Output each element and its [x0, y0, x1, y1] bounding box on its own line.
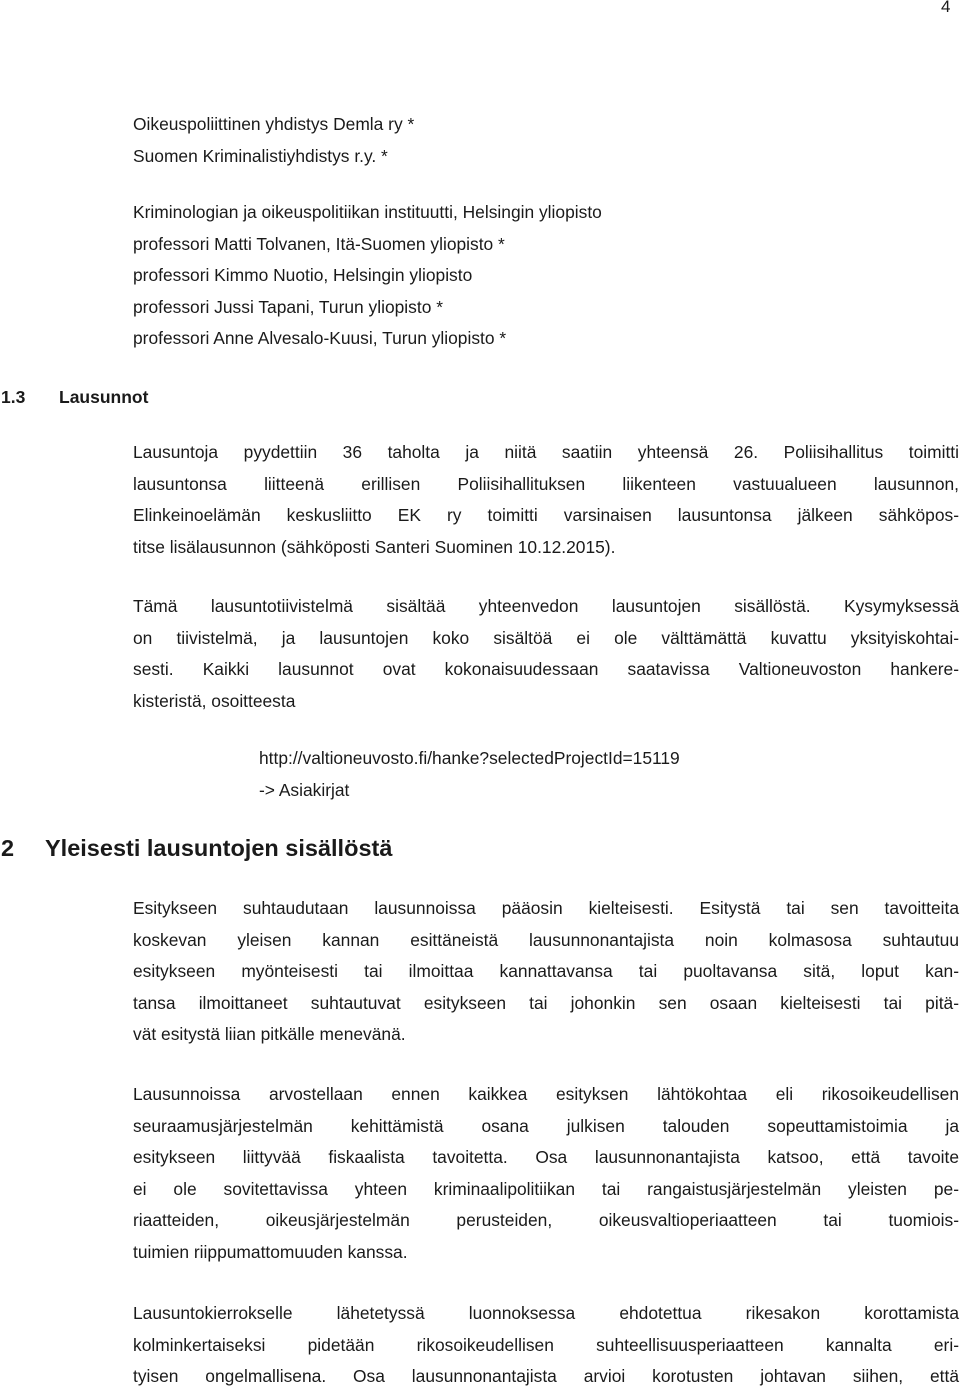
list-item: professori Matti Tolvanen, Itä-Suomen yliopisto *	[133, 233, 505, 254]
paragraph-line: sesti. Kaikki lausunnot ovat kokonaisuudessaan saatavissa Valtioneuvoston hankere-	[133, 659, 959, 679]
paragraph-line: kolminkertaiseksi pidetään rikosoikeudellisen suhteellisuusperiaatteen kannalta eri-	[133, 1334, 959, 1355]
paragraph-line: on tiivistelmä, ja lausuntojen koko sisältöä ei ole välttämättä kuvattu yksityiskohtai-	[133, 627, 959, 648]
general-paragraph-1	[133, 893, 959, 1051]
section-2-heading	[1, 831, 392, 865]
paragraph-line: ei ole sovitettavissa yhteen kriminaalipolitiikan tai rangaistusjärjestelmän yleisten pe-	[133, 1178, 959, 1199]
paragraph-line: vät esitystä liian pitkälle menevänä.	[133, 1024, 406, 1044]
paragraph-line: Esitykseen suhtaudutaan lausunnoissa pääosin kielteisesti. Esitystä tai sen tavoitteita	[133, 898, 959, 918]
lausunnot-paragraph-1	[133, 437, 959, 563]
page-number: 4	[941, 0, 951, 16]
list-item: Kriminologian ja oikeuspolitiikan instituutti, Helsingin yliopisto	[133, 202, 602, 222]
list-item: professori Anne Alvesalo-Kuusi, Turun yliopisto *	[133, 328, 507, 348]
section-title: Lausunnot	[59, 387, 149, 407]
lausunnot-paragraph-2	[133, 591, 959, 717]
project-url-link[interactable]: http://valtioneuvosto.fi/hanke?selectedProjectId=15119	[259, 748, 680, 768]
general-paragraph-3	[133, 1298, 959, 1393]
paragraph-line: Lausunnoissa arvostellaan ennen kaikkea esityksen lähtökohtaa eli rikosoikeudellisen	[133, 1084, 959, 1104]
paragraph-line: esitykseen liittyvää fiskaalista tavoitetta. Osa lausunnonantajista katsoo, että tavoite	[133, 1147, 959, 1167]
paragraph-line: esitykseen myönteisesti tai ilmoittaa kannattavansa tai puoltavansa sitä, loput kan-	[133, 961, 959, 981]
section-title: Yleisesti lausuntojen sisällöstä	[45, 835, 393, 861]
project-url-block	[259, 743, 680, 806]
list-item: professori Jussi Tapani, Turun yliopisto *	[133, 296, 443, 317]
list-item: Oikeuspoliittinen yhdistys Demla ry *	[133, 114, 415, 134]
paragraph-line: tuimien riippumattomuuden kanssa.	[133, 1241, 408, 1262]
list-item: Suomen Kriminalistiyhdistys r.y. *	[133, 145, 388, 166]
paragraph-line: koskevan yleisen kannan esittäneistä lausunnonantajista noin kolmasosa suhtautuu	[133, 929, 959, 950]
paragraph-line: tyisen ongelmallisena. Osa lausunnonantajista arvioi korotusten johtavan siihen, että	[133, 1366, 959, 1386]
paragraph-line: kisteristä, osoitteesta	[133, 690, 296, 711]
paragraph-line: Lausuntoja pyydettiin 36 taholta ja niitä saatiin yhteensä 26. Poliisihallitus toimitti	[133, 442, 959, 462]
section-number: 1.3	[1, 387, 26, 407]
organizations-list	[133, 109, 959, 172]
paragraph-line: seuraamusjärjestelmän kehittämistä osana julkisen talouden sopeuttamistoimia ja	[133, 1115, 959, 1136]
paragraph-line: Elinkeinoelämän keskusliitto EK ry toimitti varsinaisen lausuntonsa jälkeen sähköpos-	[133, 505, 959, 525]
paragraph-line: Lausuntokierrokselle lähetetyssä luonnoksessa ehdotettua rikesakon korottamista	[133, 1303, 959, 1323]
list-item: professori Kimmo Nuotio, Helsingin yliopisto	[133, 265, 473, 285]
section-number: 2	[1, 835, 15, 861]
general-paragraph-2	[133, 1079, 959, 1268]
section-1-3-heading	[1, 384, 148, 410]
paragraph-line: Tämä lausuntotiivistelmä sisältää yhteenvedon lausuntojen sisällöstä. Kysymyksessä	[133, 596, 959, 616]
paragraph-line: riaatteiden, oikeusjärjestelmän perusteiden, oikeusvaltioperiaatteen tai tuomiois-	[133, 1210, 959, 1230]
url-suffix: -> Asiakirjat	[259, 779, 350, 800]
paragraph-line: tansa ilmoittaneet suhtautuvat esitykseen tai johonkin sen osaan kielteisesti tai pitä-	[133, 992, 959, 1013]
paragraph-line: lausuntonsa liitteenä erillisen Poliisihallituksen liikenteen vastuualueen lausunnon,	[133, 473, 959, 494]
paragraph-line: titse lisälausunnon (sähköposti Santeri Suominen 10.12.2015).	[133, 536, 616, 557]
experts-list	[133, 197, 959, 355]
